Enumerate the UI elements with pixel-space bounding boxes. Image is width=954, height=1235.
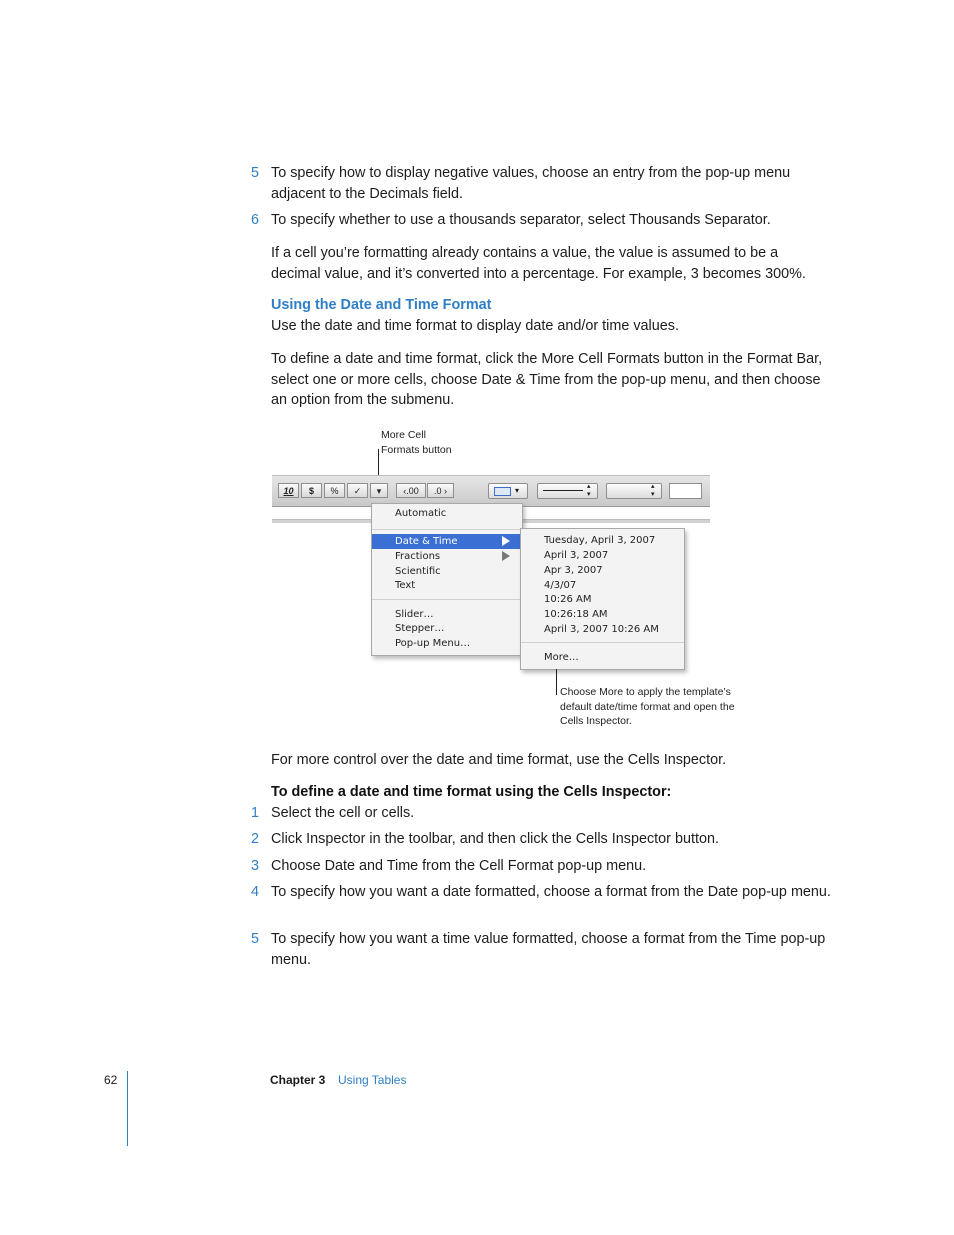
menu-separator [372,529,522,530]
border-style-icon [494,487,511,496]
remove-decimals-button[interactable]: .0 › [427,483,454,498]
step-text: To specify whether to use a thousands separator, select Thousands Separator. [271,212,771,228]
step-text: Click Inspector in the toolbar, and then click the Cells Inspector button. [271,831,719,847]
line-thickness-select[interactable] [606,483,662,499]
menu-item-stepper[interactable]: Stepper… [395,623,445,634]
submenu-item[interactable]: 10:26:18 AM [544,609,608,620]
footer-rule [127,1071,128,1146]
footer-chapter: Chapter 3 [270,1073,326,1087]
stepper-arrows-icon: ▴ ▾ [651,483,655,498]
menu-item-label: Date & Time [395,536,458,547]
callout-line: More Cell [381,429,426,441]
step-text: To specify how you want a time value formatted, choose a format from the Time pop-up menu. [271,931,826,968]
callout-leader [556,669,557,695]
line-style-icon [543,490,583,491]
paragraph-control: For more control over the date and time format, use the Cells Inspector. [271,752,727,768]
page-number: 62 [104,1073,118,1087]
paragraph-use: Use the date and time format to display date and/or time values. [271,318,679,334]
submenu-item[interactable]: 4/3/07 [544,580,577,591]
menu-item-scientific[interactable]: Scientific [395,566,441,577]
menu-item-automatic[interactable]: Automatic [395,508,447,519]
menu-item-popup-menu[interactable]: Pop-up Menu… [395,638,471,649]
step-text: To specify how you want a date formatted, choose a format from the Date pop-up menu. [271,884,831,900]
add-decimals-button[interactable]: ‹.00 [396,483,426,498]
submenu-item[interactable]: Tuesday, April 3, 2007 [544,535,656,546]
date-time-submenu [520,528,685,670]
menu-item-date-time[interactable] [372,534,522,549]
callout-line: Formats button [381,443,452,456]
more-cell-formats-menu [371,503,523,656]
line-style-select[interactable] [537,483,598,499]
decimal-button[interactable]: 10 [278,483,299,498]
step-text: Choose Date and Time from the Cell Format pop-up menu. [271,858,647,874]
borders-select[interactable] [488,483,528,499]
callout-more-cell-formats [381,428,452,457]
step-number: 3 [251,858,260,874]
color-well[interactable] [669,483,702,499]
chevron-down-icon: ▾ [515,486,520,495]
submenu-item[interactable]: 10:26 AM [544,594,592,605]
task-heading: To define a date and time format using the Cells Inspector: [271,784,672,800]
section-heading: Using the Date and Time Format [271,297,492,313]
paragraph-define: To define a date and time format, click the More Cell Formats button in the Format Bar, select one or more cells, choose Date & Time from the pop-up menu, and then choose an option from the submenu. [271,351,823,408]
submenu-item[interactable]: Apr 3, 2007 [544,565,603,576]
percent-button[interactable]: % [324,483,345,498]
submenu-arrow-icon [502,536,510,546]
menu-item-text[interactable]: Text [395,580,416,591]
submenu-item[interactable]: April 3, 2007 [544,550,609,561]
more-cell-formats-button[interactable]: ▾ [370,483,388,498]
submenu-item[interactable]: April 3, 2007 10:26 AM [544,624,659,635]
step-number: 2 [251,831,260,847]
submenu-item-more[interactable]: More… [544,652,579,663]
menu-separator [521,642,684,643]
step-text: To specify how to display negative values, choose an entry from the pop-up menu adjacent to the Decimals field. [271,165,791,202]
step-text: Select the cell or cells. [271,805,415,821]
menu-item-label: Fractions [395,551,441,562]
callout-more: Choose More to apply the template’s default date/time format and open the Cells Inspector. [560,686,735,727]
currency-button[interactable]: $ [301,483,322,498]
menu-item-fractions[interactable] [372,549,522,564]
step-number: 6 [251,212,260,228]
menu-item-slider[interactable]: Slider… [395,609,434,620]
menu-separator [372,599,522,600]
step-number: 4 [251,884,260,900]
submenu-arrow-icon [502,551,510,561]
stepper-arrows-icon: ▴ ▾ [587,483,591,498]
step-number: 5 [251,931,260,947]
paragraph-percent: If a cell you’re formatting already contains a value, the value is assumed to be a decimal value, and it’s converted into a percentage. For example, 3 becomes 300%. [271,245,806,282]
footer-chapter-title: Using Tables [338,1073,407,1087]
checkbox-button[interactable]: ✓ [347,483,368,498]
step-number: 1 [251,805,260,821]
step-number: 5 [251,165,260,181]
